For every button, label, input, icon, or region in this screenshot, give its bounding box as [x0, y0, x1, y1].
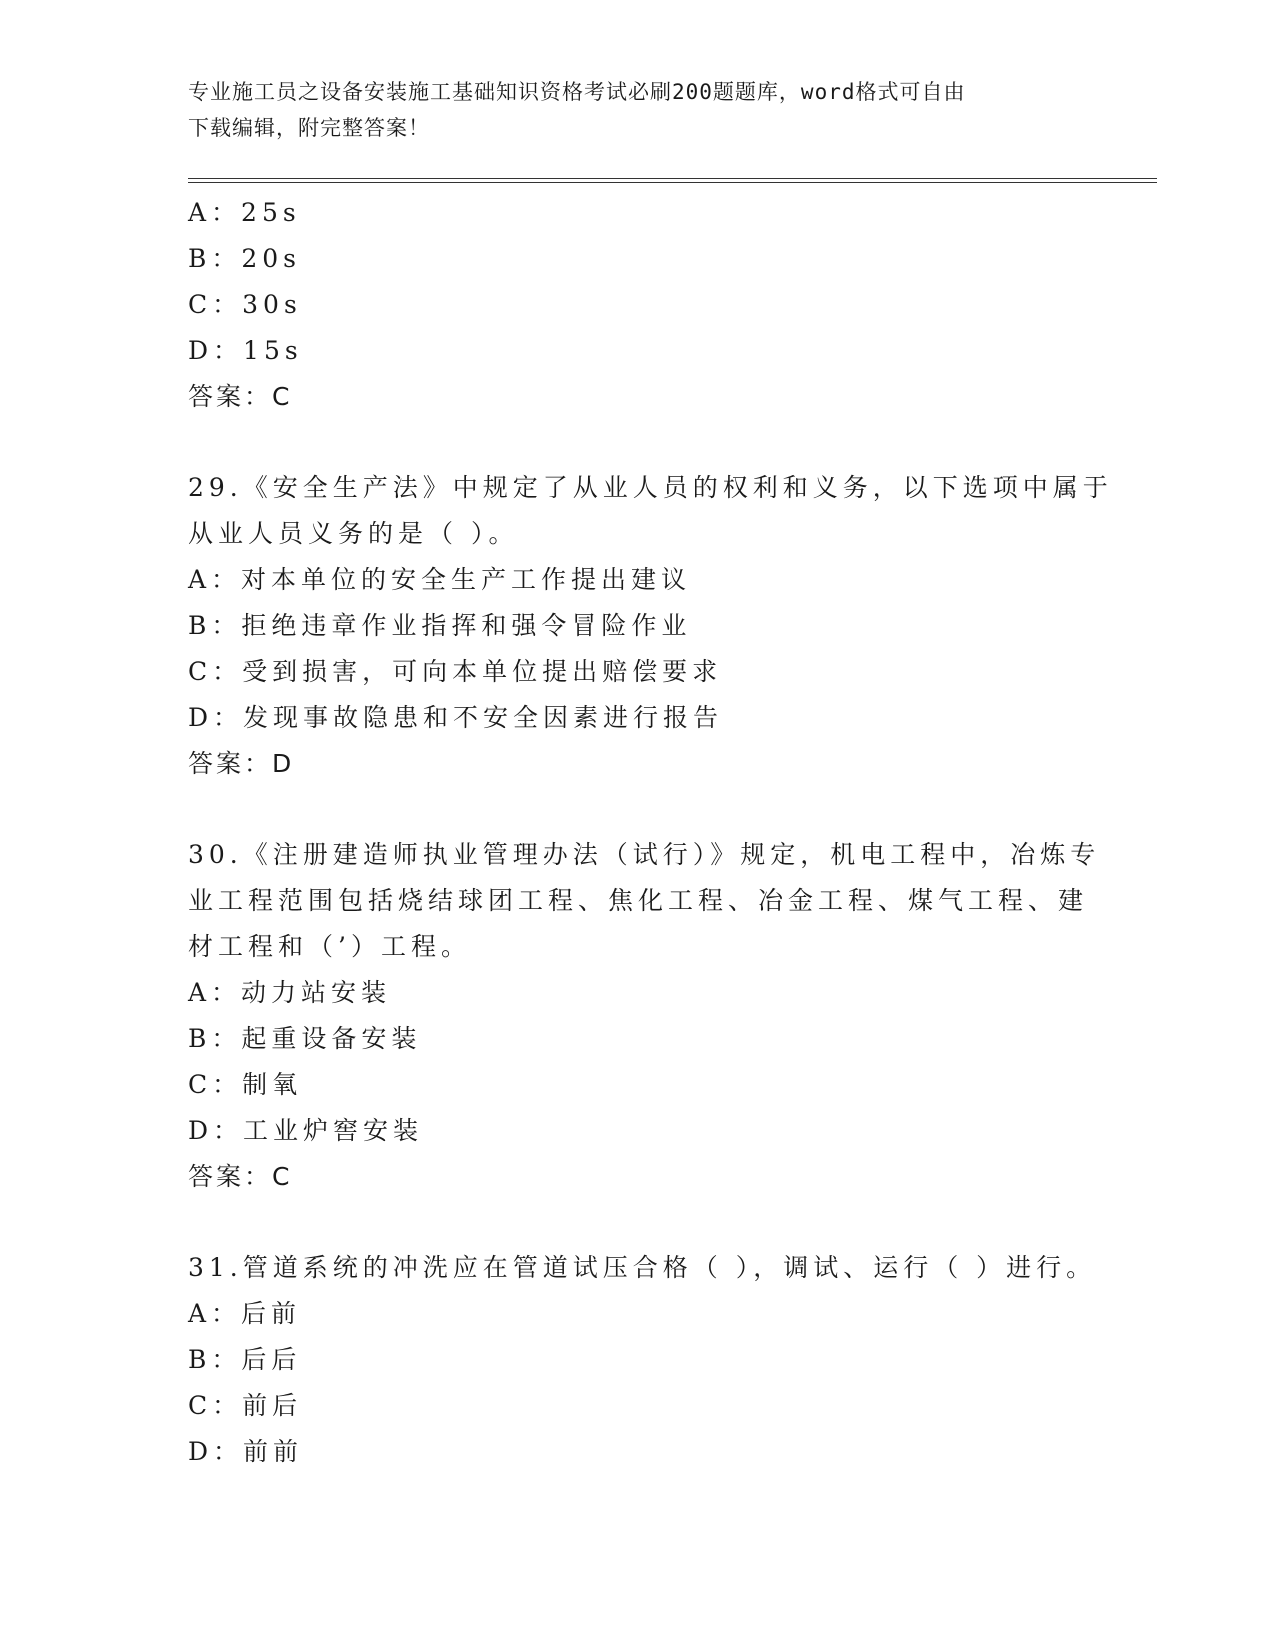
question-stem-line: 从业人员义务的是（ ）。	[188, 519, 519, 548]
question-stem-line: 材工程和（’）工程。	[188, 932, 471, 961]
option-d: D：15s	[188, 336, 303, 365]
option-b: B：后后	[188, 1345, 302, 1374]
question-31	[188, 1245, 1097, 1475]
header-title-line-2: 下载编辑，附完整答案！	[188, 116, 430, 140]
answer-line: 答案：C	[188, 1162, 293, 1191]
question-spacer	[188, 787, 1088, 832]
option-d: D：前前	[188, 1437, 304, 1466]
header-divider-bottom	[188, 182, 1157, 183]
question-list	[188, 190, 1113, 1475]
question-29	[188, 465, 1113, 787]
question-stem-line: 29.《安全生产法》中规定了从业人员的权利和义务，以下选项中属于	[188, 473, 1113, 502]
header-divider-top	[188, 178, 1157, 179]
option-a: A：动力站安装	[188, 978, 392, 1007]
option-a: A：后前	[188, 1299, 302, 1328]
answer-line: 答案：C	[188, 382, 293, 411]
option-b: B：20s	[188, 244, 302, 273]
question-spacer	[188, 1200, 1088, 1245]
option-d: D：发现事故隐患和不安全因素进行报告	[188, 703, 724, 732]
option-a: A：对本单位的安全生产工作提出建议	[188, 565, 692, 594]
option-c: C：制氧	[188, 1070, 303, 1099]
option-d: D：工业炉窖安装	[188, 1116, 424, 1145]
option-b: B：起重设备安装	[188, 1024, 422, 1053]
header-title-line-1: 专业施工员之设备安装施工基础知识资格考试必刷200题题库，word格式可自由	[188, 80, 966, 104]
question-30	[188, 832, 1101, 1200]
option-b: B：拒绝违章作业指挥和强令冒险作业	[188, 611, 692, 640]
option-c: C：前后	[188, 1391, 303, 1420]
question-stem-line: 31.管道系统的冲洗应在管道试压合格（ ），调试、运行（ ）进行。	[188, 1253, 1097, 1282]
option-c: C：受到损害，可向本单位提出赔偿要求	[188, 657, 723, 686]
option-a: A：25s	[188, 198, 301, 227]
question-stem-line: 30.《注册建造师执业管理办法（试行）》规定，机电工程中，冶炼专	[188, 840, 1101, 869]
option-c: C：30s	[188, 290, 302, 319]
question-stem-line: 业工程范围包括烧结球团工程、焦化工程、冶金工程、煤气工程、建	[188, 886, 1089, 915]
question-spacer	[188, 420, 1088, 465]
question-28-continued	[188, 190, 1088, 420]
answer-line: 答案：D	[188, 749, 295, 778]
document-header	[188, 74, 1068, 146]
